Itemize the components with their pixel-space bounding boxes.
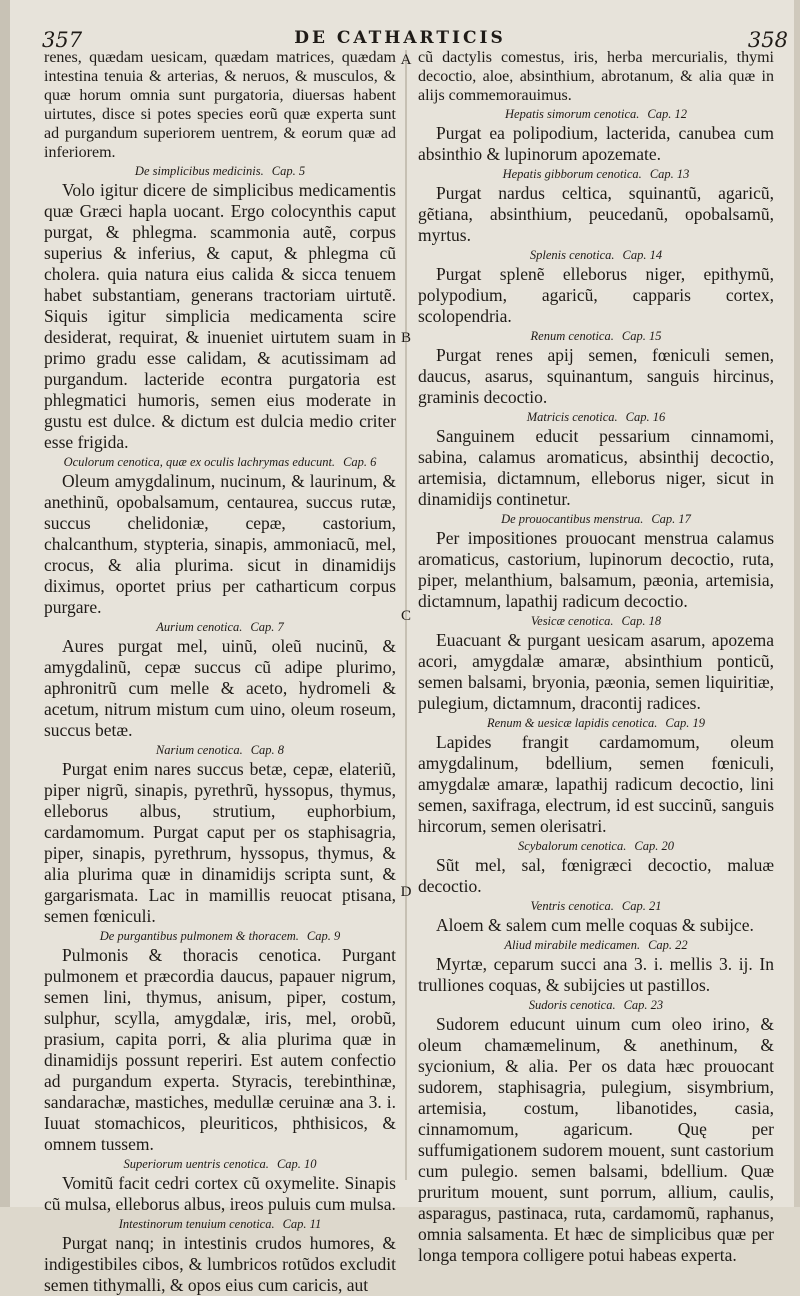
chapter-heading [418,327,774,345]
chapter-number: Cap. 14 [622,248,663,262]
chapter-title: De prouocantibus menstrua. [501,512,644,526]
text-paragraph: renes, quædam uesicam, quædam matrices, quædam intestina tenuia & arterias, & neruos, & musculos, & quæ horum omnia sunt purgatoria, diuersas habent uirtutes, disce si potes species eorũ quæ experta sunt ad purgandum superiorem uentrem, & eorum quæ ad inferiorem. [44,49,396,161]
chapter-heading [44,453,396,471]
chapter-title: Narium cenotica. [155,743,243,757]
text-paragraph: Pulmonis & thoracis cenotica. Purgant pulmonem et præcordia daucus, papauer nigrum, semen lini, thymus, anisum, piper, costum, sulphur, scylla, amygdalæ, iris, mel, orobũ, prasium, capita porri, & alia plurima quæ in dinamidijs possunt reperiri. Est autem confectio ad purgandum experta. Styracis, terebinthinæ, sandarachæ, mastiches, medullæ ceruinæ ana 3. i. Iuuat stomachicos, pleuriticos, phthisicos, & omnem tussem. [44,945,396,1154]
chapter-number: Cap. 22 [648,938,688,952]
text-paragraph: Euacuant & purgant uesicam asarum, apozema acori, amygdalæ amaræ, absinthium ponticũ, semen balsami, bryonia, pæonia, semen liquiritiæ, pulegium, dictamnum, dracontij radices. [418,630,774,713]
chapter-heading [418,897,774,915]
page-edge-shadow-right [794,0,800,1207]
chapter-heading [418,714,774,732]
chapter-title: Matricis cenotica. [526,410,618,424]
chapter-number: Cap. 16 [625,410,666,424]
chapter-number: Cap. 21 [621,899,662,913]
text-paragraph: Purgat ea polipodium, lacterida, canubea cum absinthio & lupinorum apozemate. [418,123,774,164]
text-paragraph: Per impositiones prouocant menstrua calamus aromaticus, castorium, lupinorum decoctio, ruta, piper, melanthium, balsamum, pæonia, artemisia, dictamnum, lapathij radicum decoctio. [418,528,774,611]
text-paragraph: Aloem & salem cum melle coquas & subijce. [436,915,754,935]
margin-letter-c: C [400,608,411,624]
chapter-title: Vesicæ cenotica. [530,614,614,628]
text-paragraph: Sudorem educunt uinum cum oleo irino, & oleum chamæmelinum, & anethinum, & sycionium, & alia. Per os data hæc prouocant sudorem, staphisagria, pulegium, sisymbrium, artemisia, costum, libanotides, casia, cinnamomum, agaricum. Quę per suffumigationem sudorem mouent, sunt castorium cum pulegio. semen balsami, bdellium. Quæ pruritum mouent, sunt porrum, allium, caulis, asparagus, pastinaca, ruta, cardamomũ, raphanus, omnia salsamenta. Et hæc de simplicibus quæ per longa tempora colligere potui habeas experta. [418,1014,774,1265]
chapter-heading [418,612,774,630]
right-column [418,48,774,1265]
page-number-left: 357 [42,28,83,52]
chapter-title: De purgantibus pulmonem & thoracem. [99,929,299,943]
chapter-heading [44,927,396,945]
chapter-number: Cap. 17 [651,512,691,526]
chapter-heading [418,996,774,1014]
chapter-number: Cap. 7 [250,620,284,634]
text-paragraph: Sũt mel, sal, fœnigræci decoctio, maluæ decoctio. [418,855,774,896]
chapter-number: Cap. 20 [634,839,674,853]
chapter-heading [418,165,774,183]
text-paragraph: Purgat nanq; in intestinis crudos humores, & indigestibiles cibos, & lumbricos rotũdos excludit semen tithymalli, & opos eius cum caricis, aut [44,1233,396,1295]
chapter-number: Cap. 13 [649,167,690,181]
chapter-number: Cap. 10 [276,1157,317,1171]
chapter-number: Cap. 18 [621,614,662,628]
chapter-title: Ventris cenotica. [530,899,614,913]
text-paragraph: Sanguinem educit pessarium cinnamomi, sabina, calamus aromaticus, absinthij decoctio, artemisia, dictamnum, elleborus niger, sicut in dinamidijs continetur. [418,426,774,509]
chapter-title: Hepatis simorum cenotica. [505,107,640,121]
chapter-number: Cap. 11 [282,1217,322,1231]
chapter-heading [44,618,396,636]
chapter-title: Renum cenotica. [530,329,614,343]
text-paragraph: Purgat renes apij semen, fœniculi semen, daucus, asarus, squinantum, sanguis hircinus, graminis decoctio. [418,345,774,407]
margin-letter-d: D [400,884,412,900]
chapter-title: Splenis cenotica. [529,248,615,262]
chapter-title: Oculorum cenotica, quæ ex oculis lachrymas educunt. [63,455,336,469]
chapter-number: Cap. 6 [343,455,377,469]
chapter-title: Aurium cenotica. [156,620,243,634]
text-paragraph: Oleum amygdalinum, nucinum, & laurinum, & anethinũ, opobalsamum, centaurea, succus rutæ, succus chelidoniæ, cepæ, castorium, chalcanthum, stypteria, sinapis, ammoniacũ, mel, crocus, & alia plurima. sicut in dinamidijs diximus, oportet prius per catharticum corpus purgare. [44,471,396,617]
margin-letter-b: B [400,330,411,346]
text-paragraph: Myrtæ, ceparum succi ana 3. i. mellis 3. ij. In trulliones coquas, & subijcies ut pastillos. [418,954,774,995]
chapter-title: Intestinorum tenuium cenotica. [118,1217,275,1231]
chapter-heading [44,162,396,180]
chapter-title: Hepatis gibborum cenotica. [502,167,642,181]
chapter-number: Cap. 15 [621,329,662,343]
chapter-heading [44,1155,396,1173]
page-number-right: 358 [747,28,788,52]
chapter-title: Aliud mirabile medicamen. [504,938,641,952]
chapter-number: Cap. 23 [623,998,664,1012]
chapter-heading [418,510,774,528]
margin-letter-a: A [400,52,412,68]
left-column [44,48,396,1295]
chapter-heading [418,105,774,123]
chapter-heading [418,936,774,954]
chapter-number: Cap. 12 [647,107,687,121]
chapter-number: Cap. 8 [250,743,285,757]
chapter-title: Sudoris cenotica. [528,998,616,1012]
chapter-title: Renum & uesicæ lapidis cenotica. [486,716,658,730]
chapter-heading [44,741,396,759]
chapter-title: Scybalorum cenotica. [518,839,627,853]
chapter-heading [418,837,774,855]
chapter-number: Cap. 19 [665,716,706,730]
chapter-number: Cap. 9 [306,929,341,943]
text-paragraph: cũ dactylis comestus, iris, herba mercurialis, thymi decoctio, aloe, absinthium, abrotanum, & alia quæ in alijs commemorauimus. [418,49,774,104]
running-title: DE CATHARTICIS [294,28,506,48]
chapter-number: Cap. 5 [271,164,306,178]
page-edge-shadow-left [0,0,10,1207]
text-paragraph: Aures purgat mel, uinũ, oleũ nucinũ, & amygdalinũ, cepæ succus cũ adipe plurimo, aphronitrũ cum melle & aceto, hydromeli & acetum, nitrum mistum cum uino, oleum roseum, succus betæ. [44,636,396,740]
text-paragraph: Vomitũ facit cedri cortex cũ oxymelite. Sinapis cũ mulsa, elleborus albus, ireos puluis cum mulsa. [44,1173,396,1214]
chapter-title: Superiorum uentris cenotica. [123,1157,269,1171]
chapter-heading [44,1215,396,1233]
chapter-heading [418,408,774,426]
text-paragraph: Volo igitur dicere de simplicibus medicamentis quæ Græci hapla uocant. Ergo colocynthis caput purgat, & phlegma. scammonia autẽ, corpus superius & inferius, & caput, & phlegma cũ cholera. quia natura eius calida & sicca tenuem habet substantiam, generans tractoriam uirtutẽ. Siquis igitur simplicia medicamenta scire desiderat, requirat, & inueniet uirtutem suam in primo gradu esse calidam, & acutissimam ad purgandum. lacteride econtra purgatoria est phlegmatici humoris, semen eius moderate in gustu est dulce. & dictum est dulcia medio criter esse frigida. [44,180,396,452]
text-paragraph: Purgat enim nares succus betæ, cepæ, elateriũ, piper nigrũ, sinapis, pyrethrũ, hyssopus, thymus, elleborus albus, strutium, euphorbium, cardamomum. Purgat caput per os staphisagria, piper, sinapis, pyrethrum, hyssopus, thymus, & alia plurima quæ in dinamidijs scripta sunt, & gargarismata. Lac in mamillis reuocat ptisana, semen fœniculi. [44,759,396,926]
text-paragraph: Lapides frangit cardamomum, oleum amygdalinum, bdellium, semen fœniculi, amygdalæ amaræ, lapathij radicum decoctio, lini semen, saxifraga, electrum, id est succinũ, sanguis hircorum, semen olerisatri. [418,732,774,836]
chapter-heading [418,246,774,264]
chapter-title: De simplicibus medicinis. [134,164,264,178]
text-paragraph: Purgat nardus celtica, squinantũ, agaricũ, gẽtiana, absinthium, peucedanũ, opobalsamũ, myrtus. [418,183,774,245]
text-paragraph: Purgat splenẽ elleborus niger, epithymũ, polypodium, agaricũ, capparis cortex, scolopendria. [418,264,774,326]
